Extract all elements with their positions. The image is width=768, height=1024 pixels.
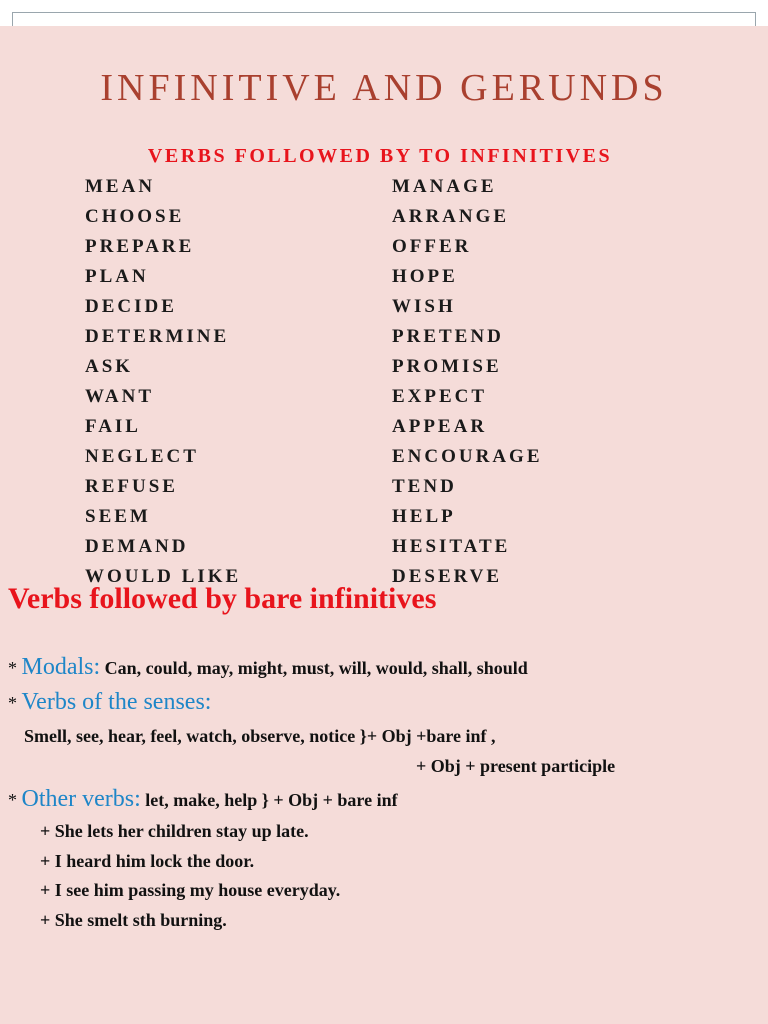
bullet: * — [8, 658, 17, 678]
verb-item: ENCOURAGE — [392, 446, 543, 467]
verb-item: PREPARE — [85, 236, 195, 257]
verb-item: HESITATE — [392, 536, 511, 557]
bullet: * — [8, 790, 17, 810]
verb-item: MEAN — [85, 176, 156, 197]
left-verb-list — [85, 172, 385, 587]
verb-item: CHOOSE — [85, 206, 185, 227]
verb-item: WISH — [392, 296, 456, 317]
verb-item: DETERMINE — [85, 326, 230, 347]
page-title: INFINITIVE AND GERUNDS — [100, 67, 668, 109]
verb-item: PLAN — [85, 266, 149, 287]
modals-line — [8, 655, 528, 680]
verb-item: TEND — [392, 476, 457, 497]
verb-item: PROMISE — [392, 356, 502, 377]
verb-item: REFUSE — [85, 476, 178, 497]
senses-text-1: Smell, see, hear, feel, watch, observe, notice }+ Obj +bare inf , — [24, 726, 496, 746]
verb-item: PRETEND — [392, 326, 504, 347]
other-verbs-line — [8, 787, 398, 812]
senses-line — [8, 690, 211, 715]
verb-item: HELP — [392, 506, 456, 527]
verb-item: FAIL — [85, 416, 141, 437]
verb-item: OFFER — [392, 236, 472, 257]
right-verb-list — [392, 172, 692, 587]
verb-item: DEMAND — [85, 536, 189, 557]
example-item: + She lets her children stay up late. — [40, 821, 309, 841]
verb-item: SEEM — [85, 506, 151, 527]
modals-text: Can, could, may, might, must, will, would, shall, should — [104, 658, 528, 678]
to-infinitive-heading: VERBS FOLLOWED BY TO INFINITIVES — [147, 145, 613, 167]
verb-item: APPEAR — [392, 416, 488, 437]
senses-text-2: + Obj + present participle — [416, 756, 616, 776]
verb-item: HOPE — [392, 266, 458, 287]
top-frame — [12, 12, 756, 27]
modals-label: Modals: — [21, 654, 101, 680]
verb-item: WANT — [85, 386, 155, 407]
verb-item: ASK — [85, 356, 134, 377]
example-item: + I see him passing my house everyday. — [40, 880, 341, 900]
other-verbs-text: let, make, help } + Obj + bare inf — [145, 790, 398, 810]
example-item: + I heard him lock the door. — [40, 851, 255, 871]
verb-item: MANAGE — [392, 176, 497, 197]
senses-label: Verbs of the senses: — [21, 689, 212, 715]
verb-item: WOULD LIKE — [85, 566, 242, 587]
other-verbs-label: Other verbs: — [21, 786, 141, 812]
verb-item: EXPECT — [392, 386, 488, 407]
bullet: * — [8, 693, 17, 713]
bare-infinitive-heading: Verbs followed by bare infinitives — [8, 582, 437, 615]
verb-item: ARRANGE — [392, 206, 510, 227]
verb-item: DESERVE — [392, 566, 503, 587]
verb-item: NEGLECT — [85, 446, 199, 467]
example-item: + She smelt sth burning. — [40, 910, 227, 930]
verb-item: DECIDE — [85, 296, 177, 317]
